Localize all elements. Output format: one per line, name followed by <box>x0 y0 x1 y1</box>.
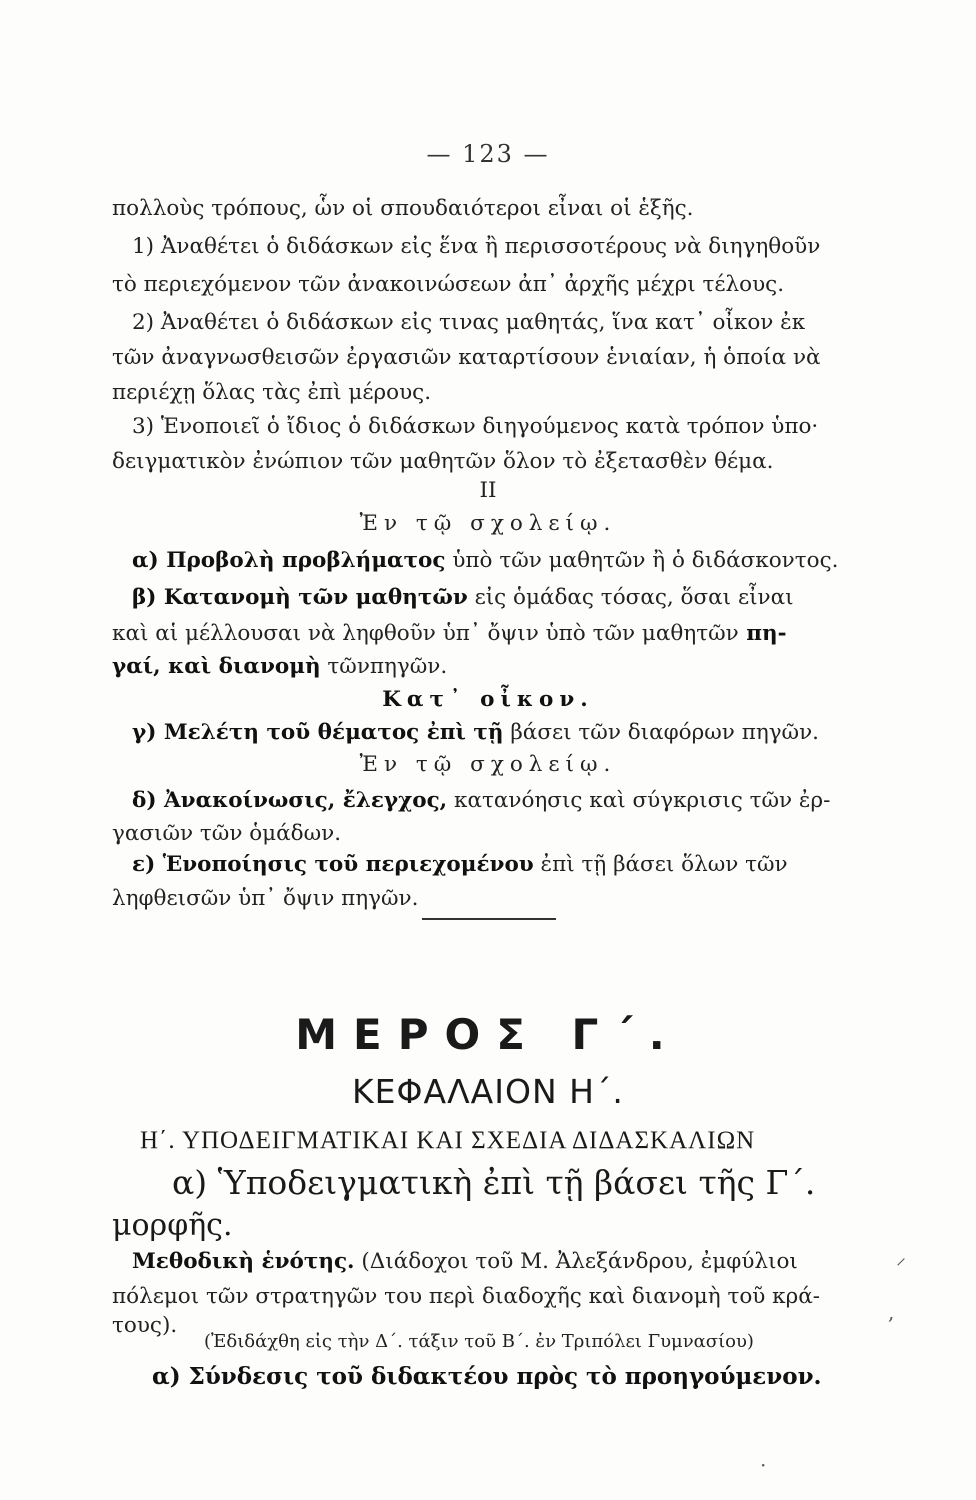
chapter-subheading: Η΄. ΥΠΟΔΕΙΓΜΑΤΙΚΑΙ ΚΑΙ ΣΧΕΔΙΑ ΔΙΔΑΣΚΑΛΙΩΝ <box>140 1127 756 1154</box>
step-b-text: εἰς ὁμάδας τόσας, ὅσαι εἶναι <box>467 585 794 610</box>
link-heading: α) Σύνδεσις τοῦ διδακτέου πρὸς τὸ προηγούμενον. <box>152 1363 822 1390</box>
margin-mark: ⸝ <box>896 1245 906 1269</box>
chapter-heading: ΚΕΦΑΛΑΙΟΝ Η΄. <box>352 1072 624 1111</box>
unit-line <box>132 1249 798 1274</box>
section-divider <box>422 918 556 920</box>
step-b-title: β) Κατανομὴ τῶν μαθητῶν <box>132 585 468 610</box>
step-e-title: ε) Ἑνοποίησις τοῦ περιεχομένου <box>132 852 534 877</box>
text-line: πολλοὺς τρόπους, ὧν οἱ σπουδαιότεροι εἶναι οἱ ἑξῆς. <box>112 196 694 221</box>
unit-text: (Διάδοχοι τοῦ Μ. Ἀλεξάνδρου, ἐμφύλιοι <box>354 1249 798 1274</box>
step-b-bold-3: γαί, καὶ διανομὴ <box>112 654 321 679</box>
subheading-school: Ἐν τῷ σχολείῳ. <box>359 511 617 536</box>
step-g-text: βάσει τῶν διαφόρων πηγῶν. <box>503 720 819 745</box>
page-number: — 123 — <box>426 140 550 168</box>
step-d <box>132 788 830 813</box>
step-e-text: ἐπὶ τῇ βάσει ὅλων τῶν <box>533 852 788 877</box>
subheading-school-2: Ἐν τῷ σχολείῳ. <box>359 752 617 777</box>
text-line: τους). <box>112 1313 178 1338</box>
text-line <box>112 621 787 646</box>
step-b-text-2: καὶ αἱ μέλλουσαι νὰ ληφθοῦν ὑπ᾽ ὄψιν ὑπὸ τῶν μαθητῶν <box>112 621 739 646</box>
step-b <box>132 585 794 610</box>
subheading-home: Κατ᾽ οἶκον. <box>382 687 594 712</box>
part-heading: ΜΕΡΟΣ Γ΄. <box>295 1010 681 1059</box>
text-line <box>112 654 447 679</box>
text-line: 1) Ἀναθέτει ὁ διδάσκων εἰς ἕνα ἢ περισσοτέρους νὰ διηγηθοῦν <box>132 234 821 259</box>
section-numeral: II <box>479 478 497 503</box>
text-line: 2) Ἀναθέτει ὁ διδάσκων εἰς τινας μαθητάς, ἵνα κατ᾽ οἶκον ἐκ <box>132 310 806 335</box>
step-e <box>132 852 788 877</box>
text-line: τὸ περιεχόμενον τῶν ἀνακοινώσεων ἀπ᾽ ἀρχῆς μέχρι τέλους. <box>112 272 785 297</box>
text-line: περιέχῃ ὅλας τὰς ἐπὶ μέρους. <box>112 380 432 405</box>
step-a-text: ὑπὸ τῶν μαθητῶν ἢ ὁ διδάσκοντος. <box>445 548 839 573</box>
text-line: πόλεμοι τῶν στρατηγῶν του περὶ διαδοχῆς καὶ διανομὴ τοῦ κρά- <box>112 1284 821 1309</box>
text-line: γασιῶν τῶν ὁμάδων. <box>112 821 342 846</box>
step-g-title: γ) Μελέτη τοῦ θέματος ἐπὶ τῇ <box>132 720 504 745</box>
step-d-title: δ) Ἀνακοίνωσις, ἔλεγχος, <box>132 788 448 813</box>
text-line: δειγματικὸν ἐνώπιον τῶν μαθητῶν ὅλον τὸ ἐξετασθὲν θέμα. <box>112 449 774 474</box>
step-b-text-3: τῶνπηγῶν. <box>320 654 448 679</box>
lesson-title-cont: μορφῆς. <box>112 1208 233 1243</box>
taught-note: (Ἐδιδάχθη εἰς τὴν Δ΄. τάξιν τοῦ Β΄. ἐν Τριπόλει Γυμνασίου) <box>204 1331 754 1352</box>
lesson-title: α) Ὑποδειγματικὴ ἐπὶ τῇ βάσει τῆς Γ΄. <box>172 1163 816 1202</box>
unit-title: Μεθοδικὴ ἑνότης. <box>132 1249 355 1274</box>
text-line: τῶν ἀναγνωσθεισῶν ἐργασιῶν καταρτίσουν ἑνιαίαν, ἡ ὁποία νὰ <box>112 345 821 370</box>
margin-mark: , <box>888 1300 895 1324</box>
step-b-bold-2: πη- <box>738 621 787 646</box>
text-line: ληφθεισῶν ὑπ᾽ ὄψιν πηγῶν. <box>112 886 419 911</box>
step-d-text: κατανόησις καὶ σύγκρισις τῶν ἐρ- <box>447 788 831 813</box>
text-line: 3) Ἑνοποιεῖ ὁ ἴδιος ὁ διδάσκων διηγούμενος κατὰ τρόπον ὑπο· <box>132 414 819 439</box>
step-g <box>132 720 819 745</box>
step-a <box>132 548 838 573</box>
step-a-title: α) Προβολὴ προβλήματος <box>132 548 446 573</box>
ink-speck: · <box>760 1453 767 1477</box>
